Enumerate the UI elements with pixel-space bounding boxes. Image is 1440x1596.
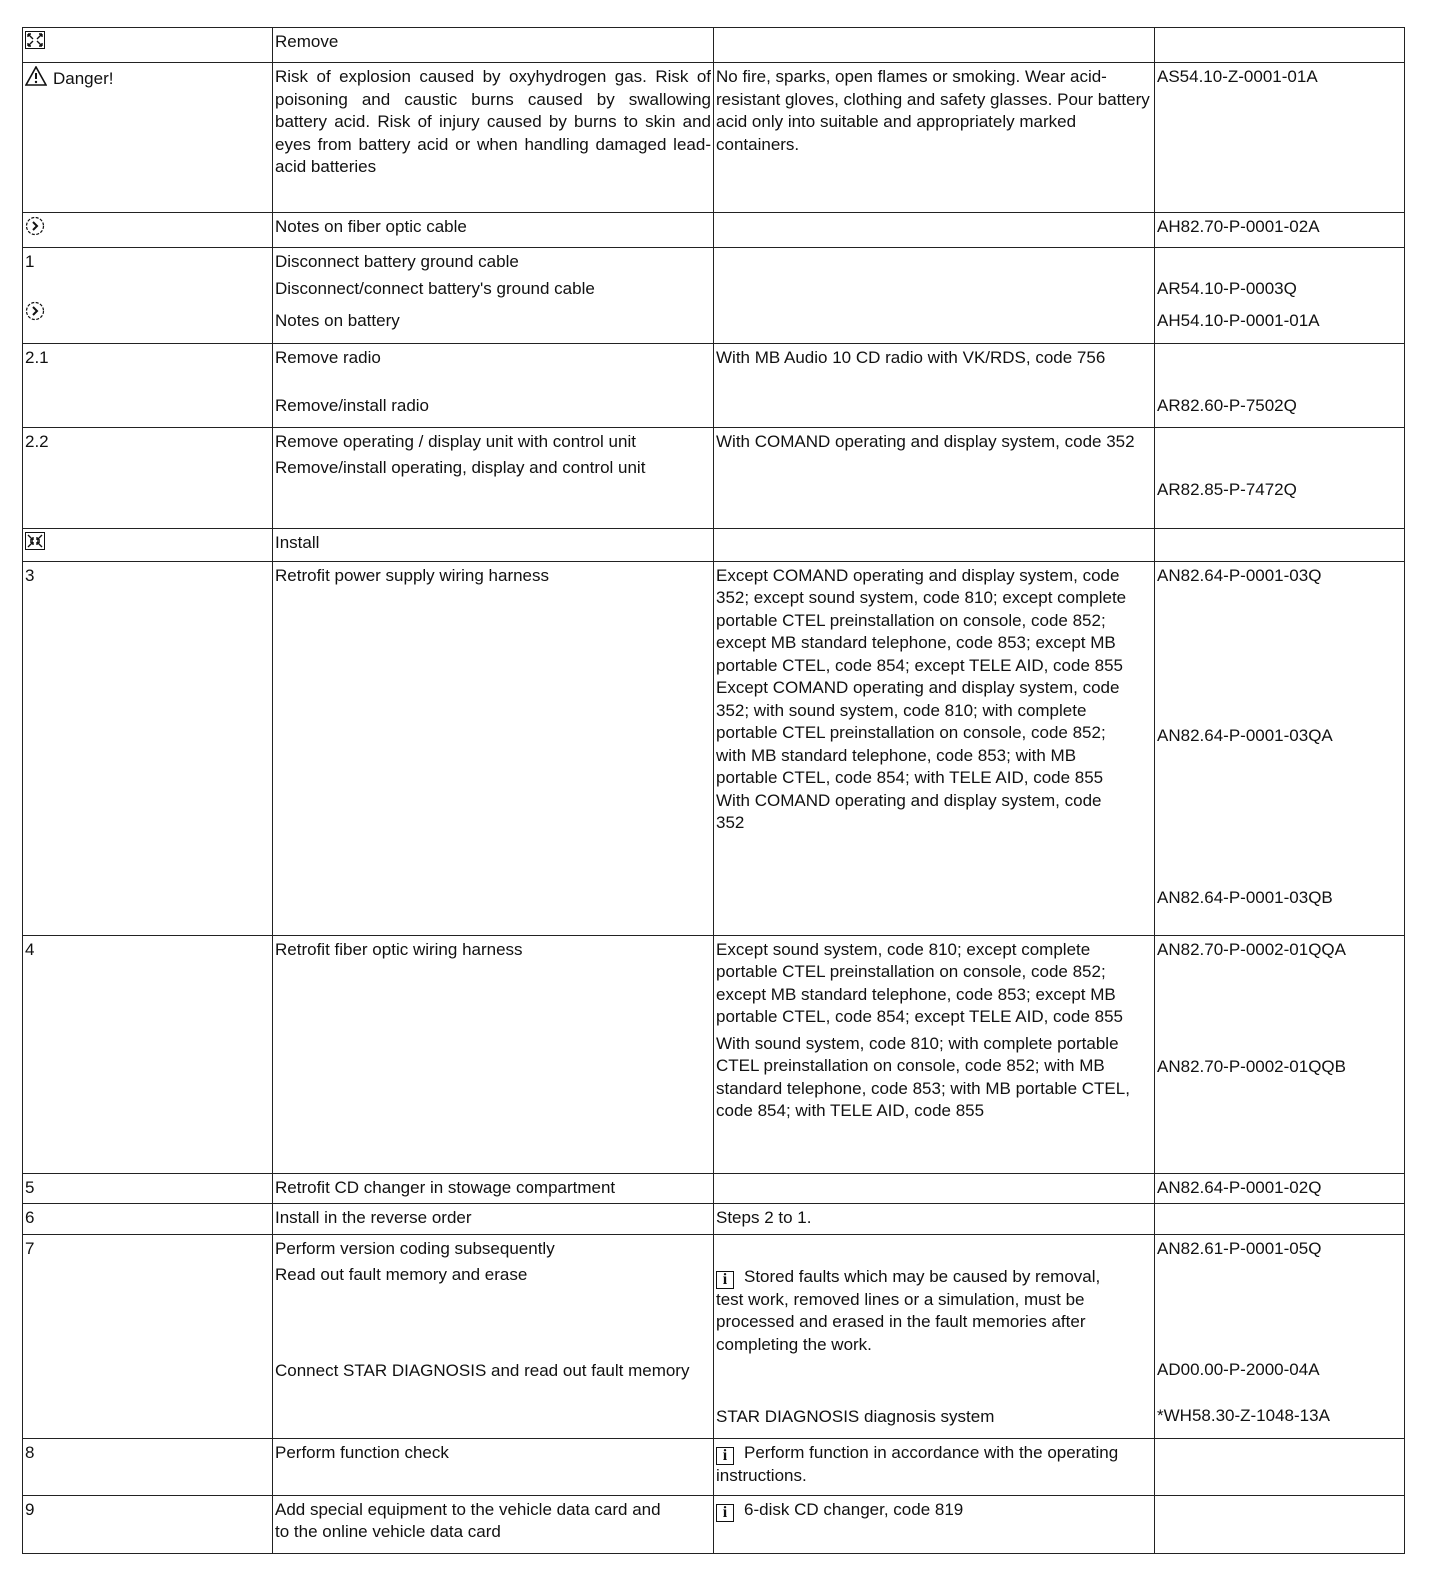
procedure-table xyxy=(22,27,1405,1554)
step-number: 2.2 xyxy=(23,427,273,528)
step-subtext: Disconnect/connect battery's ground cable xyxy=(275,279,595,298)
step-number: 1 xyxy=(25,251,35,271)
danger-label: Danger! xyxy=(53,68,114,88)
reference-code: AR82.60-P-7502Q xyxy=(1157,396,1297,415)
reference-code: AR82.85-P-7472Q xyxy=(1157,480,1297,499)
table-row xyxy=(23,28,1405,63)
step-subtext: Remove/install radio xyxy=(275,396,430,415)
step-number: 6 xyxy=(23,1204,273,1235)
condition-text: Except sound system, code 810; except complete portable CTEL preinstallation on console, code 852; except MB standard telephone, code 853; except MB portable CTEL, code 854; except TELE AID, code 855 xyxy=(716,939,1123,1026)
reference-code: AN82.70-P-0002-01QQA xyxy=(1157,939,1346,959)
step-text: Add special equipment to the vehicle data card and to the online vehicle data card xyxy=(273,1495,714,1553)
step-text: Remove radio xyxy=(275,347,381,367)
warning-triangle-icon xyxy=(25,66,47,93)
condition-text: With MB Audio 10 CD radio with VK/RDS, code 756 xyxy=(714,343,1155,427)
info-note: i Perform function in accordance with the operating instructions. xyxy=(716,1442,1119,1485)
step-number: 8 xyxy=(23,1438,273,1495)
step-number: 5 xyxy=(23,1173,273,1204)
step-text: Perform function check xyxy=(273,1438,714,1495)
table-row xyxy=(23,343,1405,427)
step-subtext: Read out fault memory and erase xyxy=(275,1265,528,1284)
condition-text: With COMAND operating and display system, code 352 xyxy=(716,790,1102,832)
step-text: Install in the reverse order xyxy=(273,1204,714,1235)
table-row xyxy=(23,1173,1405,1204)
notes-text: Notes on fiber optic cable xyxy=(273,213,714,248)
condition-text: Except COMAND operating and display system, code 352; except sound system, code 810; except complete portable CTEL preinstallation on console, code 852; except MB standard telephone, code 853; except MB portable CTEL, code 854; except TELE AID, code 855 xyxy=(716,565,1127,675)
step-subtext: Remove/install operating, display and control unit xyxy=(275,458,646,477)
section-title: Install xyxy=(273,528,714,561)
info-note: i 6-disk CD changer, code 819 xyxy=(716,1499,1152,1522)
reference-code: AN82.64-P-0001-02Q xyxy=(1155,1173,1405,1204)
table-row xyxy=(23,427,1405,528)
reference-code: AN82.70-P-0002-01QQB xyxy=(1157,1056,1346,1076)
remove-install-icon xyxy=(25,532,45,557)
section-title: Remove xyxy=(275,32,339,51)
step-number: 9 xyxy=(23,1495,273,1553)
remove-install-icon xyxy=(25,31,45,56)
table-row xyxy=(23,1234,1405,1438)
step-text: Retrofit CD changer in stowage compartment xyxy=(273,1173,714,1204)
table-row xyxy=(23,63,1405,213)
reference-code: AN82.64-P-0001-03Q xyxy=(1157,565,1322,585)
table-row xyxy=(23,1204,1405,1235)
table-row xyxy=(23,561,1405,935)
step-number: 2.1 xyxy=(23,343,273,427)
condition-text: Except COMAND operating and display system, code 352; with sound system, code 810; with complete portable CTEL preinstallation on console, code 852; with MB standard telephone, code 853; with MB portable CTEL, code 854; with TELE AID, code 855 xyxy=(716,678,1120,787)
step-text: Retrofit fiber optic wiring harness xyxy=(273,935,714,1173)
table-row xyxy=(23,213,1405,248)
reference-code: AH82.70-P-0001-02A xyxy=(1155,213,1405,248)
reference-code: AN82.64-P-0001-03QB xyxy=(1157,887,1333,907)
tool-name: STAR DIAGNOSIS diagnosis system xyxy=(716,1407,995,1426)
procedure-document xyxy=(22,27,1404,1587)
step-number: 3 xyxy=(23,561,273,935)
notes-arrow-icon xyxy=(25,301,45,328)
table-row xyxy=(23,935,1405,1173)
info-icon: i xyxy=(716,1447,734,1465)
step-subtext: Connect STAR DIAGNOSIS and read out fault memory xyxy=(275,1361,690,1380)
info-icon: i xyxy=(716,1504,734,1522)
condition-text: With sound system, code 810; with complete portable CTEL preinstallation on console, code 852; with MB standard telephone, code 853; with MB portable CTEL, code 854; with TELE AID, code 855 xyxy=(716,1033,1130,1120)
reference-code: AN82.64-P-0001-03QA xyxy=(1157,725,1333,745)
info-note: i Stored faults which may be caused by removal, test work, removed lines or a simulation, must be processed and erased in the fault memories after completing the work. xyxy=(716,1266,1101,1354)
info-icon: i xyxy=(716,1271,734,1289)
condition-text: With COMAND operating and display system, code 352 xyxy=(714,427,1155,528)
table-row xyxy=(23,1495,1405,1553)
step-text: Perform version coding subsequently xyxy=(275,1238,555,1258)
notes-arrow-icon xyxy=(25,216,45,243)
reference-code: AR54.10-P-0003Q xyxy=(1157,279,1297,298)
step-number: 7 xyxy=(23,1234,273,1438)
table-row xyxy=(23,1438,1405,1495)
reference-code: AH54.10-P-0001-01A xyxy=(1157,310,1320,330)
condition-text: Steps 2 to 1. xyxy=(714,1204,1155,1235)
table-row xyxy=(23,247,1405,343)
reference-code: *WH58.30-Z-1048-13A xyxy=(1157,1405,1330,1425)
danger-text: Risk of explosion caused by oxyhydrogen gas. Risk of poisoning and caustic burns caused by swallowing battery acid. Risk of injury caused by burns to skin and eyes from battery acid or when handling damaged lead-acid batteries xyxy=(273,63,714,213)
danger-note: No fire, sparks, open flames or smoking. Wear acid-resistant gloves, clothing and safety glasses. Pour battery acid only into suitable and appropriately marked containers. xyxy=(714,63,1155,213)
step-text: Disconnect battery ground cable xyxy=(275,251,519,271)
reference-code: AS54.10-Z-0001-01A xyxy=(1155,63,1405,213)
step-text: Remove operating / display unit with control unit xyxy=(275,431,636,451)
reference-code: AD00.00-P-2000-04A xyxy=(1157,1359,1320,1379)
step-text: Retrofit power supply wiring harness xyxy=(273,561,714,935)
table-row xyxy=(23,528,1405,561)
notes-text: Notes on battery xyxy=(275,310,400,330)
step-number: 4 xyxy=(23,935,273,1173)
reference-code: AN82.61-P-0001-05Q xyxy=(1157,1238,1322,1258)
